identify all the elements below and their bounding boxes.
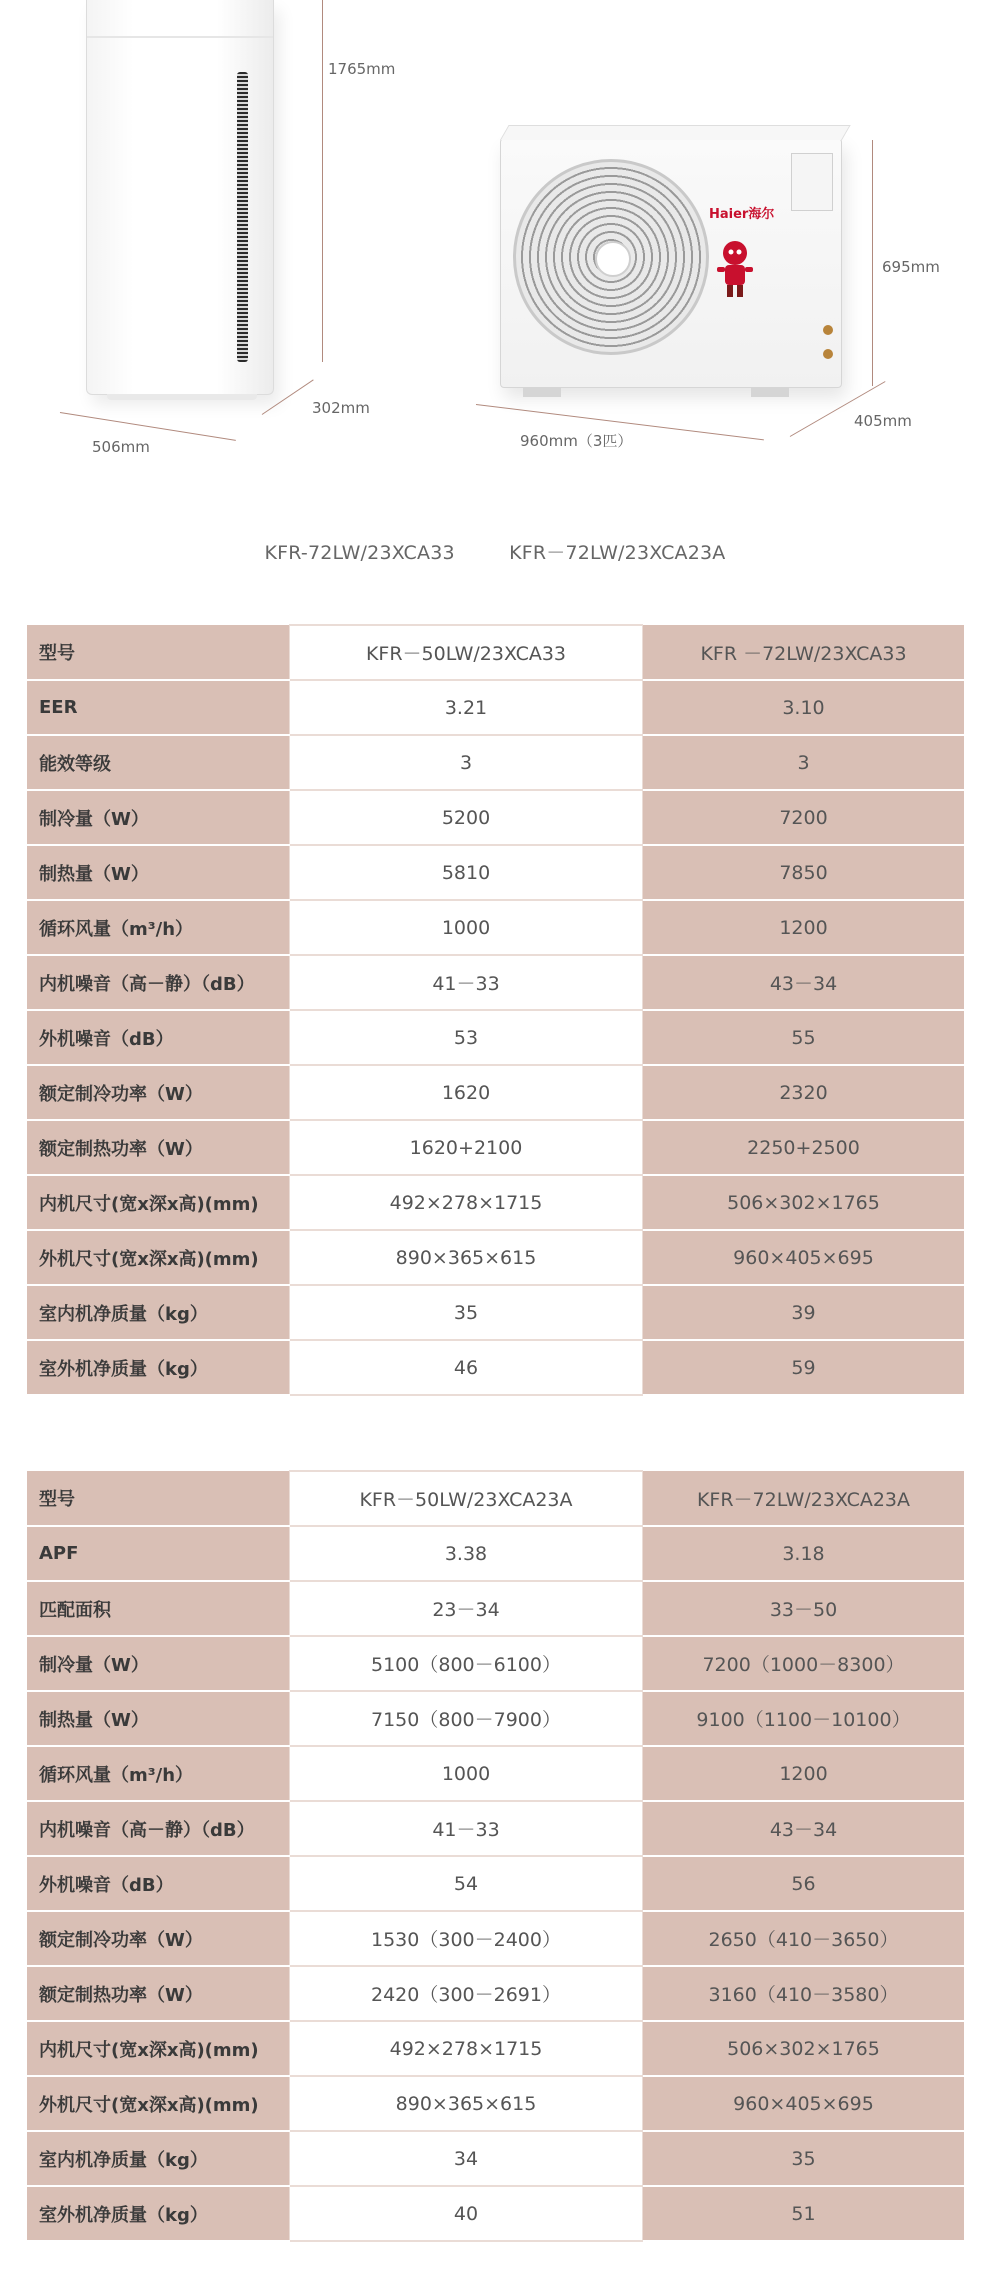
product-hero — [0, 0, 990, 600]
spec-value-model-1: 492×278×1715 — [290, 1175, 643, 1230]
spec-value-model-1: 34 — [290, 2131, 643, 2186]
table-row — [27, 1801, 964, 1856]
table-header-row — [27, 1471, 964, 1526]
table-row — [27, 680, 964, 735]
spec-value-model-1: 41－33 — [290, 1801, 643, 1856]
spec-value-model-2: 960×405×695 — [643, 2076, 965, 2131]
table-row — [27, 790, 964, 845]
spec-value-model-1: 40 — [290, 2186, 643, 2241]
model-name: KFR-72LW/23XCA33 — [264, 542, 455, 564]
spec-value-model-1: 1000 — [290, 1746, 643, 1801]
table-row — [27, 1581, 964, 1636]
spec-label: 制热量（W） — [27, 845, 290, 900]
spec-value-model-2: 506×302×1765 — [643, 2021, 965, 2076]
spec-table-xca23a — [27, 1470, 964, 2242]
table-row — [27, 1065, 964, 1120]
fan-hub — [595, 241, 631, 277]
spec-value-model-2: 2320 — [643, 1065, 965, 1120]
spec-label: 室外机净质量（kg） — [27, 2186, 290, 2241]
spec-value-model-1: 35 — [290, 1285, 643, 1340]
spec-value-model-1: 41－33 — [290, 955, 643, 1010]
spec-value-model-2: 56 — [643, 1856, 965, 1911]
spec-label: 室外机净质量（kg） — [27, 1340, 290, 1395]
table-row — [27, 1175, 964, 1230]
spec-label: 额定制冷功率（W） — [27, 1911, 290, 1966]
spec-value-model-1: 5100（800－6100） — [290, 1636, 643, 1691]
pipe-valve-top — [823, 325, 833, 335]
table-row — [27, 1526, 964, 1581]
spec-value-model-2: 3 — [643, 735, 965, 790]
spec-value-model-1: 1530（300－2400） — [290, 1911, 643, 1966]
spec-label: 循环风量（m³/h） — [27, 900, 290, 955]
spec-value-model-2: 1200 — [643, 900, 965, 955]
table-header-row — [27, 625, 964, 680]
spec-label: 制热量（W） — [27, 1691, 290, 1746]
spec-value-model-2: 43－34 — [643, 1801, 965, 1856]
indoor-unit-base — [107, 394, 257, 400]
table-row — [27, 955, 964, 1010]
outdoor-foot-right — [751, 387, 789, 397]
spec-value-model-2: 55 — [643, 1010, 965, 1065]
spec-label: 内机噪音（高－静）（dB） — [27, 1801, 290, 1856]
model-name: KFR－72LW/23XCA23A — [509, 542, 726, 564]
table-row — [27, 2131, 964, 2186]
spec-label: 内机尺寸(宽x深x高)(mm) — [27, 2021, 290, 2076]
header-model-name: KFR－72LW/23XCA23A — [643, 1471, 965, 1526]
pipe-valve-bottom — [823, 349, 833, 359]
spec-value-model-2: 39 — [643, 1285, 965, 1340]
spec-label: 内机尺寸(宽x深x高)(mm) — [27, 1175, 290, 1230]
spec-value-model-1: 5200 — [290, 790, 643, 845]
spec-table-body — [27, 625, 964, 1395]
mascot-icon — [715, 239, 755, 299]
spec-value-model-2: 960×405×695 — [643, 1230, 965, 1285]
spec-value-model-1: 23－34 — [290, 1581, 643, 1636]
table-row — [27, 1856, 964, 1911]
indoor-depth-label: 302mm — [312, 399, 370, 417]
indoor-height-label: 1765mm — [328, 60, 396, 78]
table-row — [27, 2021, 964, 2076]
spec-value-model-1: 2420（300－2691） — [290, 1966, 643, 2021]
spec-value-model-2: 35 — [643, 2131, 965, 2186]
table-row — [27, 2076, 964, 2131]
spec-value-model-2: 59 — [643, 1340, 965, 1395]
indoor-unit-image — [86, 0, 274, 395]
outdoor-unit-top — [500, 125, 851, 140]
spec-label: 外机噪音（dB） — [27, 1010, 290, 1065]
table-row — [27, 2186, 964, 2241]
table-row — [27, 1120, 964, 1175]
spec-label: 制冷量（W） — [27, 1636, 290, 1691]
spec-value-model-1: 1620 — [290, 1065, 643, 1120]
spec-label: 循环风量（m³/h） — [27, 1746, 290, 1801]
table-row — [27, 1230, 964, 1285]
spec-table-xca33 — [27, 624, 964, 1396]
table-row — [27, 1691, 964, 1746]
spec-value-model-2: 33－50 — [643, 1581, 965, 1636]
spec-label: 外机噪音（dB） — [27, 1856, 290, 1911]
spec-value-model-1: 1620+2100 — [290, 1120, 643, 1175]
table-row — [27, 1340, 964, 1395]
spec-value-model-2: 2250+2500 — [643, 1120, 965, 1175]
spec-value-model-1: 3.38 — [290, 1526, 643, 1581]
table-row — [27, 1010, 964, 1065]
model-caption — [0, 538, 990, 565]
table-row — [27, 1966, 964, 2021]
spec-label: 室内机净质量（kg） — [27, 1285, 290, 1340]
fan-grille-icon — [513, 159, 709, 355]
indoor-width-label: 506mm — [92, 438, 150, 456]
table-row — [27, 1746, 964, 1801]
header-model-name: KFR－50LW/23XCA23A — [290, 1471, 643, 1526]
spec-label: 能效等级 — [27, 735, 290, 790]
spec-label: 额定制热功率（W） — [27, 1120, 290, 1175]
outdoor-height-label: 695mm — [882, 258, 940, 276]
table-row — [27, 1285, 964, 1340]
header-label: 型号 — [27, 1471, 290, 1526]
spec-value-model-2: 7200 — [643, 790, 965, 845]
outdoor-height-line — [872, 140, 873, 386]
spec-value-model-2: 51 — [643, 2186, 965, 2241]
spec-value-model-1: 492×278×1715 — [290, 2021, 643, 2076]
indoor-width-line — [60, 412, 236, 441]
spec-label: 外机尺寸(宽x深x高)(mm) — [27, 1230, 290, 1285]
spec-value-model-2: 7850 — [643, 845, 965, 900]
spec-value-model-1: 3 — [290, 735, 643, 790]
table-row — [27, 735, 964, 790]
spec-label: 外机尺寸(宽x深x高)(mm) — [27, 2076, 290, 2131]
spec-value-model-1: 890×365×615 — [290, 1230, 643, 1285]
spec-value-model-1: 7150（800－7900） — [290, 1691, 643, 1746]
haier-logo: Haier海尔 — [709, 207, 775, 222]
spec-value-model-2: 3160（410－3580） — [643, 1966, 965, 2021]
spec-value-model-1: 3.21 — [290, 680, 643, 735]
header-model-name: KFR－50LW/23XCA33 — [290, 625, 643, 680]
header-model-name: KFR －72LW/23XCA33 — [643, 625, 965, 680]
spec-label: 匹配面积 — [27, 1581, 290, 1636]
table-row — [27, 900, 964, 955]
spec-value-model-2: 9100（1100－10100） — [643, 1691, 965, 1746]
table-row — [27, 845, 964, 900]
outdoor-width-label: 960mm（3匹） — [520, 432, 633, 450]
indoor-height-line — [322, 0, 323, 362]
spec-value-model-1: 5810 — [290, 845, 643, 900]
spec-value-model-1: 54 — [290, 1856, 643, 1911]
outdoor-unit-image — [500, 138, 842, 388]
service-panel — [791, 153, 833, 211]
header-label: 型号 — [27, 625, 290, 680]
spec-value-model-2: 2650（410－3650） — [643, 1911, 965, 1966]
spec-label: 额定制冷功率（W） — [27, 1065, 290, 1120]
spec-label: APF — [27, 1526, 290, 1581]
spec-table-body — [27, 1471, 964, 2241]
spec-value-model-1: 46 — [290, 1340, 643, 1395]
outdoor-foot-left — [523, 387, 561, 397]
spec-value-model-2: 506×302×1765 — [643, 1175, 965, 1230]
air-outlet-grille — [237, 72, 248, 362]
spec-value-model-1: 890×365×615 — [290, 2076, 643, 2131]
spec-value-model-2: 1200 — [643, 1746, 965, 1801]
spec-value-model-2: 3.10 — [643, 680, 965, 735]
spec-label: 制冷量（W） — [27, 790, 290, 845]
spec-label: 室内机净质量（kg） — [27, 2131, 290, 2186]
spec-value-model-2: 43－34 — [643, 955, 965, 1010]
table-row — [27, 1911, 964, 1966]
indoor-panel-seam — [87, 36, 273, 38]
table-row — [27, 1636, 964, 1691]
spec-value-model-2: 3.18 — [643, 1526, 965, 1581]
spec-label: EER — [27, 680, 290, 735]
outdoor-depth-label: 405mm — [854, 412, 912, 430]
spec-value-model-2: 7200（1000－8300） — [643, 1636, 965, 1691]
spec-value-model-1: 53 — [290, 1010, 643, 1065]
spec-label: 额定制热功率（W） — [27, 1966, 290, 2021]
spec-value-model-1: 1000 — [290, 900, 643, 955]
spec-label: 内机噪音（高－静）（dB） — [27, 955, 290, 1010]
